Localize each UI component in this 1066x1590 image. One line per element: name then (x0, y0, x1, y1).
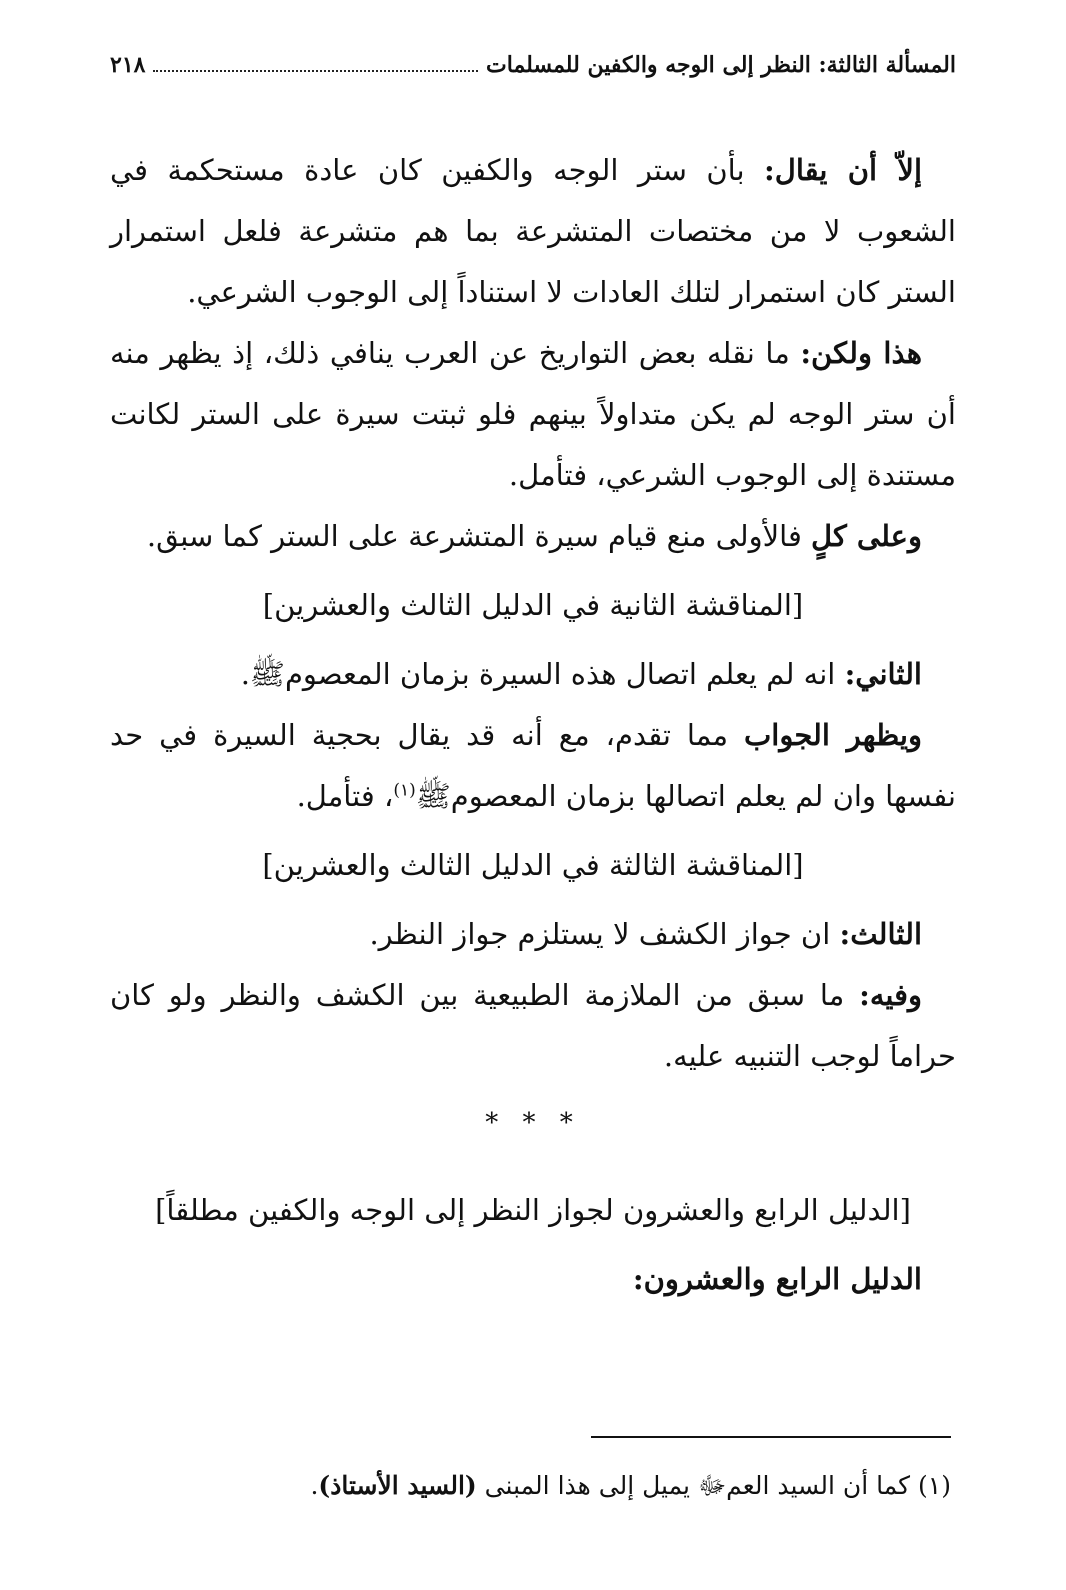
paragraph-1-text: بأن ستر الوجه والكفين كان عادة مستحكمة في الشعوب لا من مختصات المتشرعة بما هم متشرعة فلعل استمرار الستر كان استمرار لتلك العادات لا استناداً إلى الوجوب الشرعي. (110, 153, 956, 309)
paragraph-7-text: ما سبق من الملازمة الطبيعية بين الكشف والنظر ولو كان حراماً لوجب التنبيه عليه. (110, 978, 956, 1073)
paragraph-3-lead: وعلى كلٍ (811, 519, 922, 553)
footnote-bold-source: (السيد الأستاذ) (318, 1471, 477, 1500)
section-heading-third-discussion: [المناقشة الثالثة في الدليل الثالث والعشرين] (262, 848, 804, 882)
subheading-24th-evidence: الدليل الرابع والعشرون: (632, 1262, 922, 1296)
paragraph-6-lead: الثالث: (839, 917, 922, 951)
paragraph-7 (110, 965, 956, 1087)
paragraph-4-text: انه لم يعلم اتصال هذه السيرة بزمان المعصومﷺ. (240, 657, 845, 691)
paragraph-4 (110, 644, 956, 705)
footnote-reference: (١) (393, 780, 416, 801)
paragraph-3 (110, 506, 956, 567)
main-text (110, 140, 956, 1310)
paragraph-6-text: ان جواز الكشف لا يستلزم جواز النظر. (369, 917, 840, 951)
paragraph-5-lead: ويظهر الجواب (743, 718, 922, 752)
paragraph-1 (110, 140, 956, 323)
paragraph-4-lead: الثاني: (844, 657, 922, 691)
footnote-separator (591, 1436, 951, 1438)
paragraph-7-lead: وفيه: (859, 978, 922, 1012)
footnote-text: كما أن السيد العمﷻ يميل إلى هذا المبنى (476, 1471, 919, 1500)
header-title: المسألة الثالثة: النظر إلى الوجه والكفين للمسلمات (486, 52, 956, 78)
header-dot-leader (153, 56, 478, 72)
footnote-1 (115, 1466, 951, 1506)
paragraph-5-text-b: ، فتأمل. (296, 779, 394, 813)
footnote-marker: (١) (918, 1471, 951, 1500)
running-header (110, 52, 956, 78)
paragraph-6 (110, 904, 956, 965)
paragraph-3-text: فالأولى منع قيام سيرة المتشرعة على الستر كما سبق. (146, 519, 812, 553)
paragraph-2 (110, 323, 956, 506)
paragraph-2-text: ما نقله بعض التواريخ عن العرب ينافي ذلك، إذ يظهر منه أن ستر الوجه لم يكن متداولاً بينهم فلو ثبتت سيرة على الستر لكانت مستندة إلى الوجوب الشرعي، فتأمل. (110, 336, 956, 492)
paragraph-2-lead: هذا ولكن: (800, 336, 922, 370)
section-divider-stars: * * * (485, 1108, 581, 1138)
paragraph-5-text-a: مما تقدم، مع أنه قد يقال بحجية السيرة في حد نفسها وان لم يعلم اتصالها بزمان المعصومﷺ (110, 718, 956, 813)
footnote-end: . (310, 1471, 319, 1500)
paragraph-5 (110, 705, 956, 827)
page-number: ٢١٨ (110, 52, 146, 78)
paragraph-1-lead: إلاّ أن يقال: (764, 153, 923, 187)
section-heading-second-discussion: [المناقشة الثانية في الدليل الثالث والعشرين] (262, 588, 804, 622)
section-heading-24th-evidence: [الدليل الرابع والعشرون لجواز النظر إلى الوجه والكفين مطلقاً] (155, 1193, 911, 1227)
